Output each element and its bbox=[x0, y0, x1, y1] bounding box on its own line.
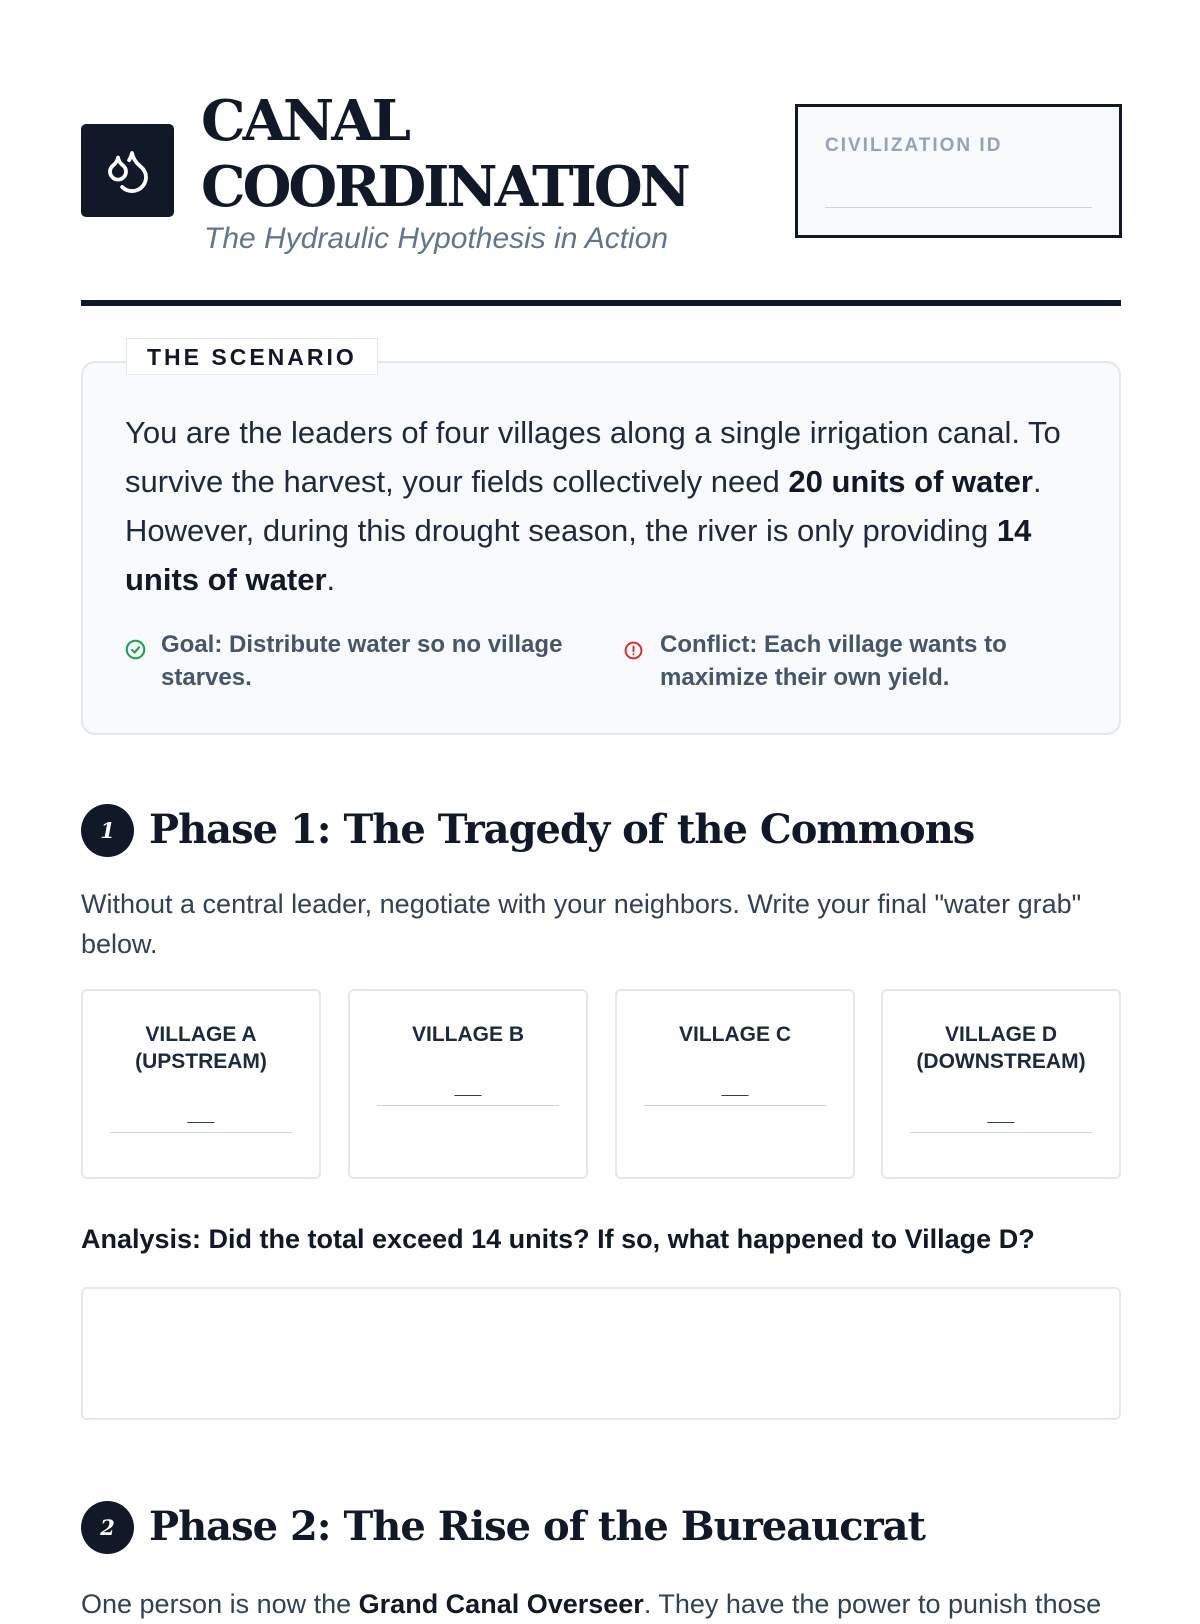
phase-2-desc-part: . They have the power to punish those bbox=[643, 1589, 1102, 1619]
village-label: VILLAGE A (UPSTREAM) bbox=[135, 1023, 267, 1073]
civilization-id-box bbox=[795, 104, 1122, 238]
header-divider bbox=[81, 300, 1121, 306]
conflict-text: Conflict: Each village wants to maximize their own yield. bbox=[660, 631, 1007, 691]
phase-2-title: Phase 2: The Rise of the Bureaucrat bbox=[149, 1503, 926, 1550]
village-card-c bbox=[615, 989, 855, 1179]
village-a-water-input[interactable]: __ bbox=[110, 1093, 292, 1133]
phase-1-description: Without a central leader, negotiate with your neighbors. Write your final "water grab" below. bbox=[81, 889, 1082, 959]
phase-2-number: 2 bbox=[81, 1501, 134, 1554]
scenario-text-part: . However, during this drought season, the river is only providing bbox=[125, 464, 1042, 548]
page-title bbox=[201, 88, 688, 220]
scenario-text-part: . bbox=[326, 562, 336, 597]
overseer-term: Grand Canal Overseer bbox=[358, 1589, 644, 1619]
page-subtitle: The Hydraulic Hypothesis in Action bbox=[204, 222, 669, 255]
village-label: VILLAGE C bbox=[678, 1023, 791, 1046]
scenario-text-part: You are the leaders of four villages along a single irrigation canal. To survive the harvest, your fields collectively need bbox=[125, 415, 1061, 499]
village-card-b bbox=[348, 989, 588, 1179]
water-drops-icon bbox=[81, 124, 174, 217]
village-b-water-input[interactable]: __ bbox=[377, 1066, 559, 1106]
check-circle-icon bbox=[125, 636, 146, 669]
village-label: VILLAGE B bbox=[411, 1023, 524, 1046]
phase-1-number: 1 bbox=[81, 804, 134, 857]
scenario-text bbox=[125, 408, 1085, 604]
title-line-1: CANAL bbox=[201, 88, 409, 154]
scenario-tag: THE SCENARIO bbox=[126, 338, 378, 375]
phase-2-heading bbox=[81, 1501, 1121, 1555]
worksheet-header bbox=[81, 88, 1121, 308]
water-available: 14 units of water bbox=[125, 513, 1032, 597]
village-card-d bbox=[881, 989, 1121, 1179]
conflict-note bbox=[624, 628, 1094, 694]
analysis-question: Analysis: Did the total exceed 14 units? If so, what happened to Village D? bbox=[81, 1224, 1035, 1254]
village-card-a bbox=[81, 989, 321, 1179]
civilization-id-label: CIVILIZATION ID bbox=[825, 135, 1003, 156]
analysis-answer-field[interactable] bbox=[81, 1287, 1121, 1420]
phase-1-title: Phase 1: The Tragedy of the Commons bbox=[149, 806, 975, 853]
alert-circle-icon bbox=[624, 636, 643, 669]
scenario-card bbox=[81, 344, 1121, 735]
goal-text: Goal: Distribute water so no village starves. bbox=[161, 631, 563, 691]
phase-2-description bbox=[81, 1584, 1121, 1624]
goal-note bbox=[125, 628, 595, 694]
village-d-water-input[interactable]: __ bbox=[910, 1093, 1092, 1133]
title-line-2: COORDINATION bbox=[201, 154, 688, 220]
phase-2-desc-part: One person is now the bbox=[81, 1589, 359, 1619]
water-needed: 20 units of water bbox=[788, 464, 1033, 499]
civilization-id-field[interactable] bbox=[825, 207, 1092, 208]
phase-1-heading bbox=[81, 804, 1121, 858]
village-label: VILLAGE D (DOWNSTREAM) bbox=[916, 1023, 1086, 1073]
village-c-water-input[interactable]: __ bbox=[644, 1066, 826, 1106]
